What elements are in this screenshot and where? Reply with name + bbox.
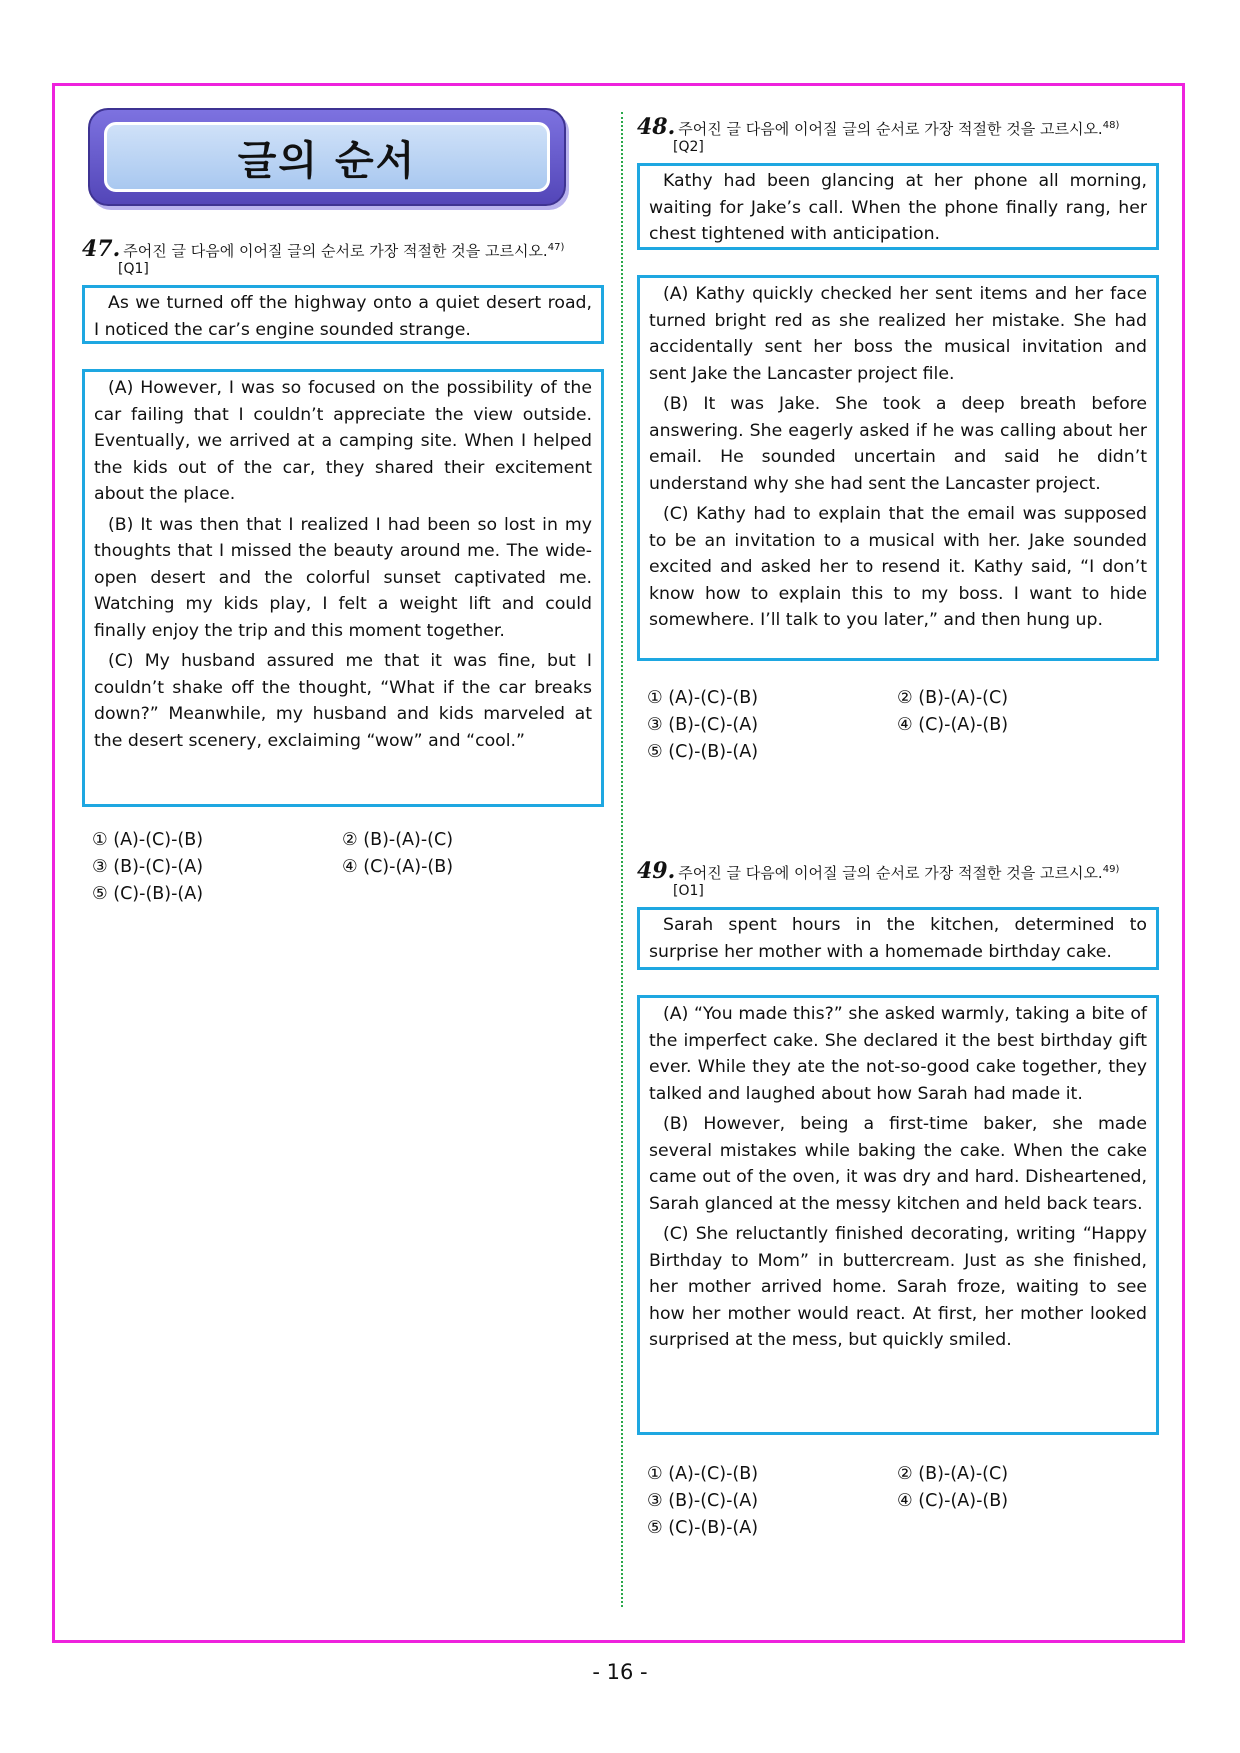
choices bbox=[82, 827, 604, 911]
footnote-marker: 49) bbox=[1102, 864, 1120, 875]
choice-4[interactable]: ④ (C)-(A)-(B) bbox=[342, 857, 454, 877]
question-instruction: 주어진 글 다음에 이어질 글의 순서로 가장 적절한 것을 고르시오. bbox=[678, 120, 1103, 138]
question-code: [Q2] bbox=[673, 139, 704, 155]
choice-3[interactable]: ③ (B)-(C)-(A) bbox=[647, 715, 759, 735]
choice-5[interactable]: ⑤ (C)-(B)-(A) bbox=[647, 1518, 759, 1538]
question-instruction: 주어진 글 다음에 이어질 글의 순서로 가장 적절한 것을 고르시오. bbox=[123, 242, 548, 260]
question-code: [O1] bbox=[673, 883, 704, 899]
intro-box bbox=[637, 163, 1159, 250]
choices bbox=[637, 685, 1159, 769]
paragraph-c: (C) She reluctantly finished decorating, writing “Happy Birthday to Mom” in buttercream. Just as she finished, her mother arrived home. Sarah froze, waiting to see how her mother would react. At first, her mother looked surprised at the mess, but quickly smiled. bbox=[649, 1224, 1147, 1350]
choice-1[interactable]: ① (A)-(C)-(B) bbox=[647, 688, 759, 708]
question-code: [Q1] bbox=[118, 261, 149, 277]
intro-box bbox=[637, 907, 1159, 970]
paragraph-b: (B) It was then that I realized I had been so lost in my thoughts that I missed the beauty around me. The wide-open desert and the colorful sunset captivated me. Watching my kids play, I felt a weight lift and could finally enjoy the trip and this moment together. bbox=[94, 514, 592, 641]
page-number: - 16 - bbox=[592, 1660, 648, 1684]
question-48 bbox=[637, 116, 1159, 769]
choice-4[interactable]: ④ (C)-(A)-(B) bbox=[897, 1491, 1009, 1511]
footnote-marker: 48) bbox=[1102, 120, 1120, 131]
question-instruction: 주어진 글 다음에 이어질 글의 순서로 가장 적절한 것을 고르시오. bbox=[678, 864, 1103, 882]
section-title: 글의 순서 bbox=[237, 137, 417, 184]
question-header bbox=[637, 860, 1159, 899]
question-header bbox=[82, 238, 604, 277]
question-header bbox=[637, 116, 1159, 155]
question-number: 47. bbox=[82, 236, 121, 262]
column-divider bbox=[621, 112, 623, 1607]
choices bbox=[637, 1461, 1159, 1545]
paragraph-b: (B) However, being a first-time baker, she made several mistakes while baking the cake. When the cake came out of the oven, it was dry and hard. Disheartened, Sarah glanced at the messy kitchen and held back tears. bbox=[649, 1114, 1147, 1214]
intro-text: As we turned off the highway onto a quiet desert road, I noticed the car’s engine sounded strange. bbox=[94, 293, 592, 340]
intro-text: Kathy had been glancing at her phone all morning, waiting for Jake’s call. When the phone finally rang, her chest tightened with anticipation. bbox=[649, 171, 1147, 244]
paragraph-a: (A) However, I was so focused on the possibility of the car failing that I couldn’t appreciate the view outside. Eventually, we arrived at a camping site. When I helped the kids out of the car, they shared their excitement about the place. bbox=[94, 378, 592, 504]
question-number: 49. bbox=[637, 858, 676, 884]
choice-5[interactable]: ⑤ (C)-(B)-(A) bbox=[92, 884, 204, 904]
paragraph-a: (A) “You made this?” she asked warmly, taking a bite of the imperfect cake. She declared it the best birthday gift ever. While they ate the not-so-good cake together, they talked and laughed about how Sarah had made it. bbox=[649, 1004, 1147, 1104]
section-banner-inner bbox=[104, 122, 550, 192]
question-49 bbox=[637, 860, 1159, 1545]
footnote-marker: 47) bbox=[547, 242, 565, 253]
choice-2[interactable]: ② (B)-(A)-(C) bbox=[897, 1464, 1009, 1484]
intro-box bbox=[82, 285, 604, 344]
paragraphs-box bbox=[637, 275, 1159, 661]
paragraph-b: (B) It was Jake. She took a deep breath before answering. She eagerly asked if he was calling about her email. He sounded uncertain and said he didn’t understand why she had sent the Lancaster project. bbox=[649, 394, 1147, 494]
choice-3[interactable]: ③ (B)-(C)-(A) bbox=[92, 857, 204, 877]
intro-text: Sarah spent hours in the kitchen, determined to surprise her mother with a homemade birthday cake. bbox=[649, 915, 1147, 962]
question-number: 48. bbox=[637, 114, 676, 140]
choice-1[interactable]: ① (A)-(C)-(B) bbox=[647, 1464, 759, 1484]
choice-2[interactable]: ② (B)-(A)-(C) bbox=[342, 830, 454, 850]
choice-3[interactable]: ③ (B)-(C)-(A) bbox=[647, 1491, 759, 1511]
question-47 bbox=[82, 238, 604, 911]
choice-5[interactable]: ⑤ (C)-(B)-(A) bbox=[647, 742, 759, 762]
paragraphs-box bbox=[82, 369, 604, 807]
paragraph-a: (A) Kathy quickly checked her sent items and her face turned bright red as she realized her mistake. She had accidentally sent her boss the musical invitation and sent Jake the Lancaster project file. bbox=[649, 284, 1147, 384]
section-banner bbox=[88, 108, 566, 206]
paragraph-c: (C) My husband assured me that it was fine, but I couldn’t shake off the thought, “What if the car breaks down?” Meanwhile, my husband and kids marveled at the desert scenery, exclaiming “wow” and “cool.” bbox=[94, 651, 592, 751]
paragraph-c: (C) Kathy had to explain that the email was supposed to be an invitation to a musical with her. Jake sounded excited and asked her to resend it. Kathy said, “I don’t know how to explain this to my boss. I want to hide somewhere. I’ll talk to you later,” and then hung up. bbox=[649, 504, 1147, 630]
choice-1[interactable]: ① (A)-(C)-(B) bbox=[92, 830, 204, 850]
choice-2[interactable]: ② (B)-(A)-(C) bbox=[897, 688, 1009, 708]
choice-4[interactable]: ④ (C)-(A)-(B) bbox=[897, 715, 1009, 735]
paragraphs-box bbox=[637, 995, 1159, 1435]
